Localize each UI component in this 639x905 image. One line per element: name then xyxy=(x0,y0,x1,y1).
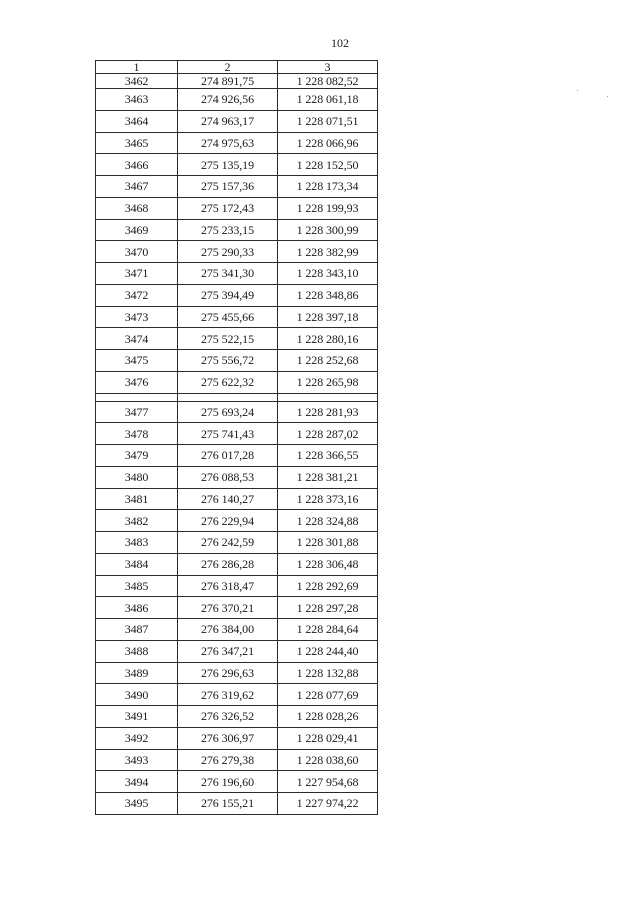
x-coordinate-cell: 276 384,00 xyxy=(178,619,278,641)
point-number-cell: 3489 xyxy=(96,662,178,684)
table-row xyxy=(96,306,378,328)
y-coordinate-cell: 1 228 297,28 xyxy=(278,597,378,619)
point-number-cell: 3494 xyxy=(96,771,178,793)
y-coordinate-cell: 1 228 366,55 xyxy=(278,445,378,467)
separator-cell xyxy=(178,393,278,401)
table-row xyxy=(96,371,378,393)
table-row xyxy=(96,619,378,641)
x-coordinate-cell: 275 290,33 xyxy=(178,241,278,263)
table-row xyxy=(96,793,378,815)
page-number: 102 xyxy=(331,36,349,50)
y-coordinate-cell: 1 228 152,50 xyxy=(278,154,378,176)
table-row xyxy=(96,241,378,263)
point-number-cell: 3463 xyxy=(96,89,178,111)
y-coordinate-cell: 1 228 244,40 xyxy=(278,640,378,662)
table-row xyxy=(96,532,378,554)
point-number-cell: 3469 xyxy=(96,219,178,241)
table-gap xyxy=(96,393,378,401)
x-coordinate-cell: 276 229,94 xyxy=(178,510,278,532)
table-row xyxy=(96,640,378,662)
coordinates-table xyxy=(95,60,378,815)
x-coordinate-cell: 275 693,24 xyxy=(178,401,278,423)
y-coordinate-cell: 1 228 082,52 xyxy=(278,74,378,89)
column-header-y: 3 xyxy=(278,61,378,74)
x-coordinate-cell: 275 157,36 xyxy=(178,176,278,198)
x-coordinate-cell: 276 370,21 xyxy=(178,597,278,619)
table-row xyxy=(96,284,378,306)
y-coordinate-cell: 1 228 038,60 xyxy=(278,749,378,771)
y-coordinate-cell: 1 228 382,99 xyxy=(278,241,378,263)
x-coordinate-cell: 276 319,62 xyxy=(178,684,278,706)
x-coordinate-cell: 276 196,60 xyxy=(178,771,278,793)
scan-speck xyxy=(607,96,608,97)
x-coordinate-cell: 275 341,30 xyxy=(178,263,278,285)
point-number-cell: 3467 xyxy=(96,176,178,198)
table-row xyxy=(96,110,378,132)
point-number-cell: 3492 xyxy=(96,727,178,749)
point-number-cell: 3482 xyxy=(96,510,178,532)
table-row xyxy=(96,350,378,372)
point-number-cell: 3479 xyxy=(96,445,178,467)
header-row xyxy=(96,61,378,74)
table-row xyxy=(96,510,378,532)
y-coordinate-cell: 1 228 028,26 xyxy=(278,706,378,728)
y-coordinate-cell: 1 228 284,64 xyxy=(278,619,378,641)
x-coordinate-cell: 276 279,38 xyxy=(178,749,278,771)
separator-cell xyxy=(278,393,378,401)
table-row xyxy=(96,74,378,89)
table-row xyxy=(96,445,378,467)
y-coordinate-cell: 1 228 287,02 xyxy=(278,423,378,445)
y-coordinate-cell: 1 228 071,51 xyxy=(278,110,378,132)
y-coordinate-cell: 1 228 397,18 xyxy=(278,306,378,328)
point-number-cell: 3473 xyxy=(96,306,178,328)
table-row xyxy=(96,154,378,176)
column-header-x: 2 xyxy=(178,61,278,74)
y-coordinate-cell: 1 228 265,98 xyxy=(278,371,378,393)
y-coordinate-cell: 1 228 173,34 xyxy=(278,176,378,198)
scan-speck xyxy=(577,90,578,91)
table-row xyxy=(96,132,378,154)
x-coordinate-cell: 276 155,21 xyxy=(178,793,278,815)
table-row xyxy=(96,771,378,793)
x-coordinate-cell: 274 975,63 xyxy=(178,132,278,154)
point-number-cell: 3472 xyxy=(96,284,178,306)
table-row xyxy=(96,466,378,488)
y-coordinate-cell: 1 228 300,99 xyxy=(278,219,378,241)
table-block-2 xyxy=(96,401,378,814)
y-coordinate-cell: 1 228 061,18 xyxy=(278,89,378,111)
table-row xyxy=(96,488,378,510)
y-coordinate-cell: 1 228 324,88 xyxy=(278,510,378,532)
point-number-cell: 3486 xyxy=(96,597,178,619)
x-coordinate-cell: 275 172,43 xyxy=(178,197,278,219)
column-header-point-number: 1 xyxy=(96,61,178,74)
x-coordinate-cell: 275 394,49 xyxy=(178,284,278,306)
point-number-cell: 3485 xyxy=(96,575,178,597)
point-number-cell: 3470 xyxy=(96,241,178,263)
table-row xyxy=(96,263,378,285)
x-coordinate-cell: 276 347,21 xyxy=(178,640,278,662)
point-number-cell: 3493 xyxy=(96,749,178,771)
y-coordinate-cell: 1 228 301,88 xyxy=(278,532,378,554)
y-coordinate-cell: 1 228 077,69 xyxy=(278,684,378,706)
y-coordinate-cell: 1 227 974,22 xyxy=(278,793,378,815)
table-row xyxy=(96,749,378,771)
x-coordinate-cell: 276 140,27 xyxy=(178,488,278,510)
separator-cell xyxy=(96,393,178,401)
y-coordinate-cell: 1 228 292,69 xyxy=(278,575,378,597)
point-number-cell: 3478 xyxy=(96,423,178,445)
point-number-cell: 3471 xyxy=(96,263,178,285)
y-coordinate-cell: 1 228 281,93 xyxy=(278,401,378,423)
point-number-cell: 3465 xyxy=(96,132,178,154)
x-coordinate-cell: 276 318,47 xyxy=(178,575,278,597)
y-coordinate-cell: 1 228 132,88 xyxy=(278,662,378,684)
x-coordinate-cell: 276 088,53 xyxy=(178,466,278,488)
x-coordinate-cell: 275 741,43 xyxy=(178,423,278,445)
point-number-cell: 3476 xyxy=(96,371,178,393)
table-row xyxy=(96,706,378,728)
x-coordinate-cell: 276 242,59 xyxy=(178,532,278,554)
x-coordinate-cell: 276 326,52 xyxy=(178,706,278,728)
table-row xyxy=(96,684,378,706)
point-number-cell: 3475 xyxy=(96,350,178,372)
table-row xyxy=(96,597,378,619)
table-row xyxy=(96,176,378,198)
table-row xyxy=(96,197,378,219)
y-coordinate-cell: 1 228 066,96 xyxy=(278,132,378,154)
y-coordinate-cell: 1 228 373,16 xyxy=(278,488,378,510)
point-number-cell: 3480 xyxy=(96,466,178,488)
y-coordinate-cell: 1 228 348,86 xyxy=(278,284,378,306)
point-number-cell: 3464 xyxy=(96,110,178,132)
point-number-cell: 3483 xyxy=(96,532,178,554)
y-coordinate-cell: 1 228 252,68 xyxy=(278,350,378,372)
point-number-cell: 3487 xyxy=(96,619,178,641)
y-coordinate-cell: 1 228 306,48 xyxy=(278,553,378,575)
table-row xyxy=(96,328,378,350)
x-coordinate-cell: 275 455,66 xyxy=(178,306,278,328)
point-number-cell: 3474 xyxy=(96,328,178,350)
table-row xyxy=(96,89,378,111)
table-block-1 xyxy=(96,74,378,394)
y-coordinate-cell: 1 227 954,68 xyxy=(278,771,378,793)
point-number-cell: 3488 xyxy=(96,640,178,662)
y-coordinate-cell: 1 228 029,41 xyxy=(278,727,378,749)
table-row xyxy=(96,662,378,684)
x-coordinate-cell: 275 233,15 xyxy=(178,219,278,241)
table-row xyxy=(96,219,378,241)
table-row xyxy=(96,575,378,597)
x-coordinate-cell: 274 926,56 xyxy=(178,89,278,111)
x-coordinate-cell: 274 963,17 xyxy=(178,110,278,132)
x-coordinate-cell: 276 296,63 xyxy=(178,662,278,684)
x-coordinate-cell: 274 891,75 xyxy=(178,74,278,89)
x-coordinate-cell: 275 135,19 xyxy=(178,154,278,176)
x-coordinate-cell: 276 306,97 xyxy=(178,727,278,749)
x-coordinate-cell: 276 017,28 xyxy=(178,445,278,467)
x-coordinate-cell: 275 622,32 xyxy=(178,371,278,393)
table-row xyxy=(96,423,378,445)
separator-row xyxy=(96,393,378,401)
point-number-cell: 3495 xyxy=(96,793,178,815)
y-coordinate-cell: 1 228 381,21 xyxy=(278,466,378,488)
point-number-cell: 3468 xyxy=(96,197,178,219)
x-coordinate-cell: 275 556,72 xyxy=(178,350,278,372)
y-coordinate-cell: 1 228 343,10 xyxy=(278,263,378,285)
x-coordinate-cell: 276 286,28 xyxy=(178,553,278,575)
y-coordinate-cell: 1 228 280,16 xyxy=(278,328,378,350)
y-coordinate-cell: 1 228 199,93 xyxy=(278,197,378,219)
point-number-cell: 3484 xyxy=(96,553,178,575)
point-number-cell: 3462 xyxy=(96,74,178,89)
table-row xyxy=(96,553,378,575)
x-coordinate-cell: 275 522,15 xyxy=(178,328,278,350)
point-number-cell: 3466 xyxy=(96,154,178,176)
table-row xyxy=(96,401,378,423)
point-number-cell: 3477 xyxy=(96,401,178,423)
point-number-cell: 3490 xyxy=(96,684,178,706)
table-row xyxy=(96,727,378,749)
point-number-cell: 3481 xyxy=(96,488,178,510)
point-number-cell: 3491 xyxy=(96,706,178,728)
